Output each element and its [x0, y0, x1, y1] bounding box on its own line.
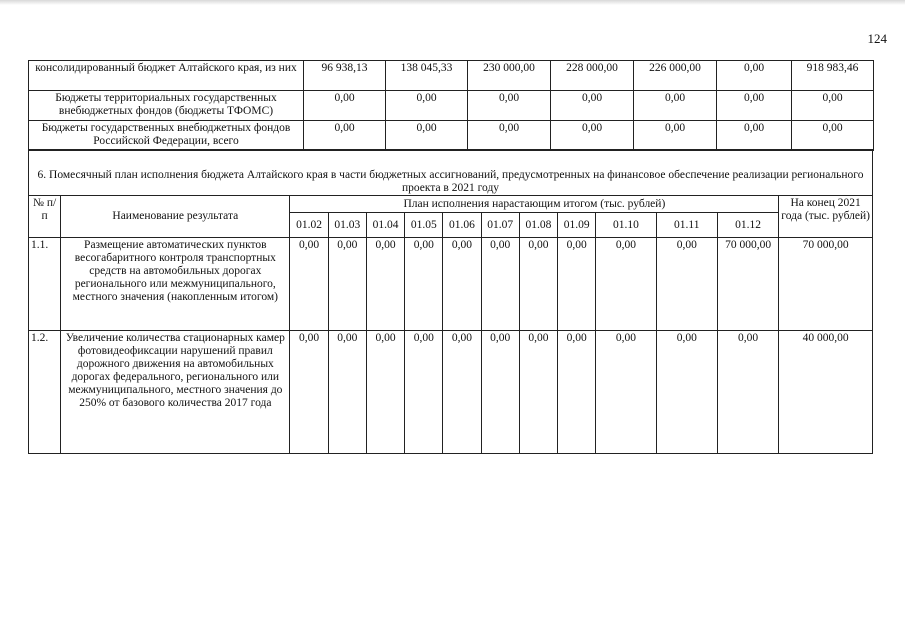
- budget-value-cell: 918 983,46: [792, 61, 874, 91]
- year-end-value: 40 000,00: [779, 331, 873, 454]
- month-header: 01.11: [656, 213, 717, 238]
- month-value: 0,00: [558, 331, 596, 454]
- month-value: 0,00: [443, 238, 481, 331]
- section-title: 6. Помесячный план исполнения бюджета Алтайского края в части бюджетных ассигнований, предусмотренных на финансовое обеспечение реализации регионального проекта в 2021 году: [29, 150, 873, 196]
- budget-value-cell: 0,00: [792, 91, 874, 121]
- budget-value-cell: 0,00: [551, 121, 634, 151]
- month-header: 01.08: [519, 213, 557, 238]
- budget-body: [29, 61, 874, 151]
- budget-value-cell: 0,00: [304, 121, 386, 151]
- monthly-plan-table: [28, 149, 873, 454]
- month-value: 0,00: [656, 331, 717, 454]
- budget-value-cell: 0,00: [304, 91, 386, 121]
- col-num-header: № п/п: [29, 196, 61, 238]
- month-value: 0,00: [328, 238, 366, 331]
- scan-edge: [0, 0, 905, 5]
- budget-value-cell: 230 000,00: [468, 61, 551, 91]
- table-row: [29, 238, 873, 331]
- result-name: Размещение автоматических пунктов весогабаритного контроля транспортных средств на автомобильных дорогах регионального или межмуниципального, местного значения (накопленным итогом): [61, 238, 290, 331]
- budget-value-cell: 138 045,33: [386, 61, 468, 91]
- month-header: 01.09: [558, 213, 596, 238]
- budget-value-cell: 0,00: [551, 91, 634, 121]
- month-value: 0,00: [290, 238, 328, 331]
- month-value: 0,00: [481, 331, 519, 454]
- month-header: 01.10: [596, 213, 656, 238]
- budget-value-cell: 0,00: [792, 121, 874, 151]
- budget-name-cell: Бюджеты территориальных государственных внебюджетных фондов (бюджеты ТФОМС): [29, 91, 304, 121]
- budget-value-cell: 0,00: [717, 91, 792, 121]
- month-value: 70 000,00: [717, 238, 778, 331]
- col-name-header: Наименование результата: [61, 196, 290, 238]
- budget-value-cell: 226 000,00: [634, 61, 717, 91]
- month-value: 0,00: [596, 331, 656, 454]
- budget-row: [29, 91, 874, 121]
- budget-value-cell: 0,00: [386, 91, 468, 121]
- budget-value-cell: 0,00: [468, 91, 551, 121]
- month-value: 0,00: [519, 238, 557, 331]
- month-header: 01.02: [290, 213, 328, 238]
- month-value: 0,00: [558, 238, 596, 331]
- month-value: 0,00: [596, 238, 656, 331]
- budget-value-cell: 0,00: [717, 61, 792, 91]
- budget-value-cell: 0,00: [386, 121, 468, 151]
- month-header: 01.06: [443, 213, 481, 238]
- page-number: 124: [867, 31, 887, 46]
- month-header: 01.04: [366, 213, 404, 238]
- row-number: 1.2.: [29, 331, 61, 454]
- budget-value-cell: 0,00: [468, 121, 551, 151]
- month-value: 0,00: [366, 238, 404, 331]
- budget-value-cell: 96 938,13: [304, 61, 386, 91]
- month-value: 0,00: [717, 331, 778, 454]
- month-header: 01.03: [328, 213, 366, 238]
- month-value: 0,00: [405, 331, 443, 454]
- budget-sources-table: [28, 60, 874, 151]
- month-header: 01.12: [717, 213, 778, 238]
- budget-value-cell: 0,00: [717, 121, 792, 151]
- budget-row: [29, 61, 874, 91]
- budget-row: [29, 121, 874, 151]
- month-value: 0,00: [443, 331, 481, 454]
- month-header: 01.07: [481, 213, 519, 238]
- budget-name-cell: Бюджеты государственных внебюджетных фондов Российской Федерации, всего: [29, 121, 304, 151]
- month-header: 01.05: [405, 213, 443, 238]
- month-value: 0,00: [519, 331, 557, 454]
- month-value: 0,00: [481, 238, 519, 331]
- budget-value-cell: 0,00: [634, 91, 717, 121]
- month-value: 0,00: [656, 238, 717, 331]
- budget-value-cell: 0,00: [634, 121, 717, 151]
- row-number: 1.1.: [29, 238, 61, 331]
- budget-name-cell: консолидированный бюджет Алтайского края, из них: [29, 61, 304, 91]
- month-value: 0,00: [405, 238, 443, 331]
- plan-group-header: План исполнения нарастающим итогом (тыс. рублей): [290, 196, 779, 213]
- plan-body: [29, 150, 873, 454]
- end-of-year-header: На конец 2021 года (тыс. рублей): [779, 196, 873, 238]
- month-value: 0,00: [290, 331, 328, 454]
- result-name: Увеличение количества стационарных камер фотовидеофиксации нарушений правил дорожного движения на автомобильных дорогах федерального, регионального или межмуниципального, местного значения до 250% от базового количества 2017 года: [61, 331, 290, 454]
- table-row: [29, 331, 873, 454]
- month-value: 0,00: [328, 331, 366, 454]
- budget-value-cell: 228 000,00: [551, 61, 634, 91]
- year-end-value: 70 000,00: [779, 238, 873, 331]
- month-value: 0,00: [366, 331, 404, 454]
